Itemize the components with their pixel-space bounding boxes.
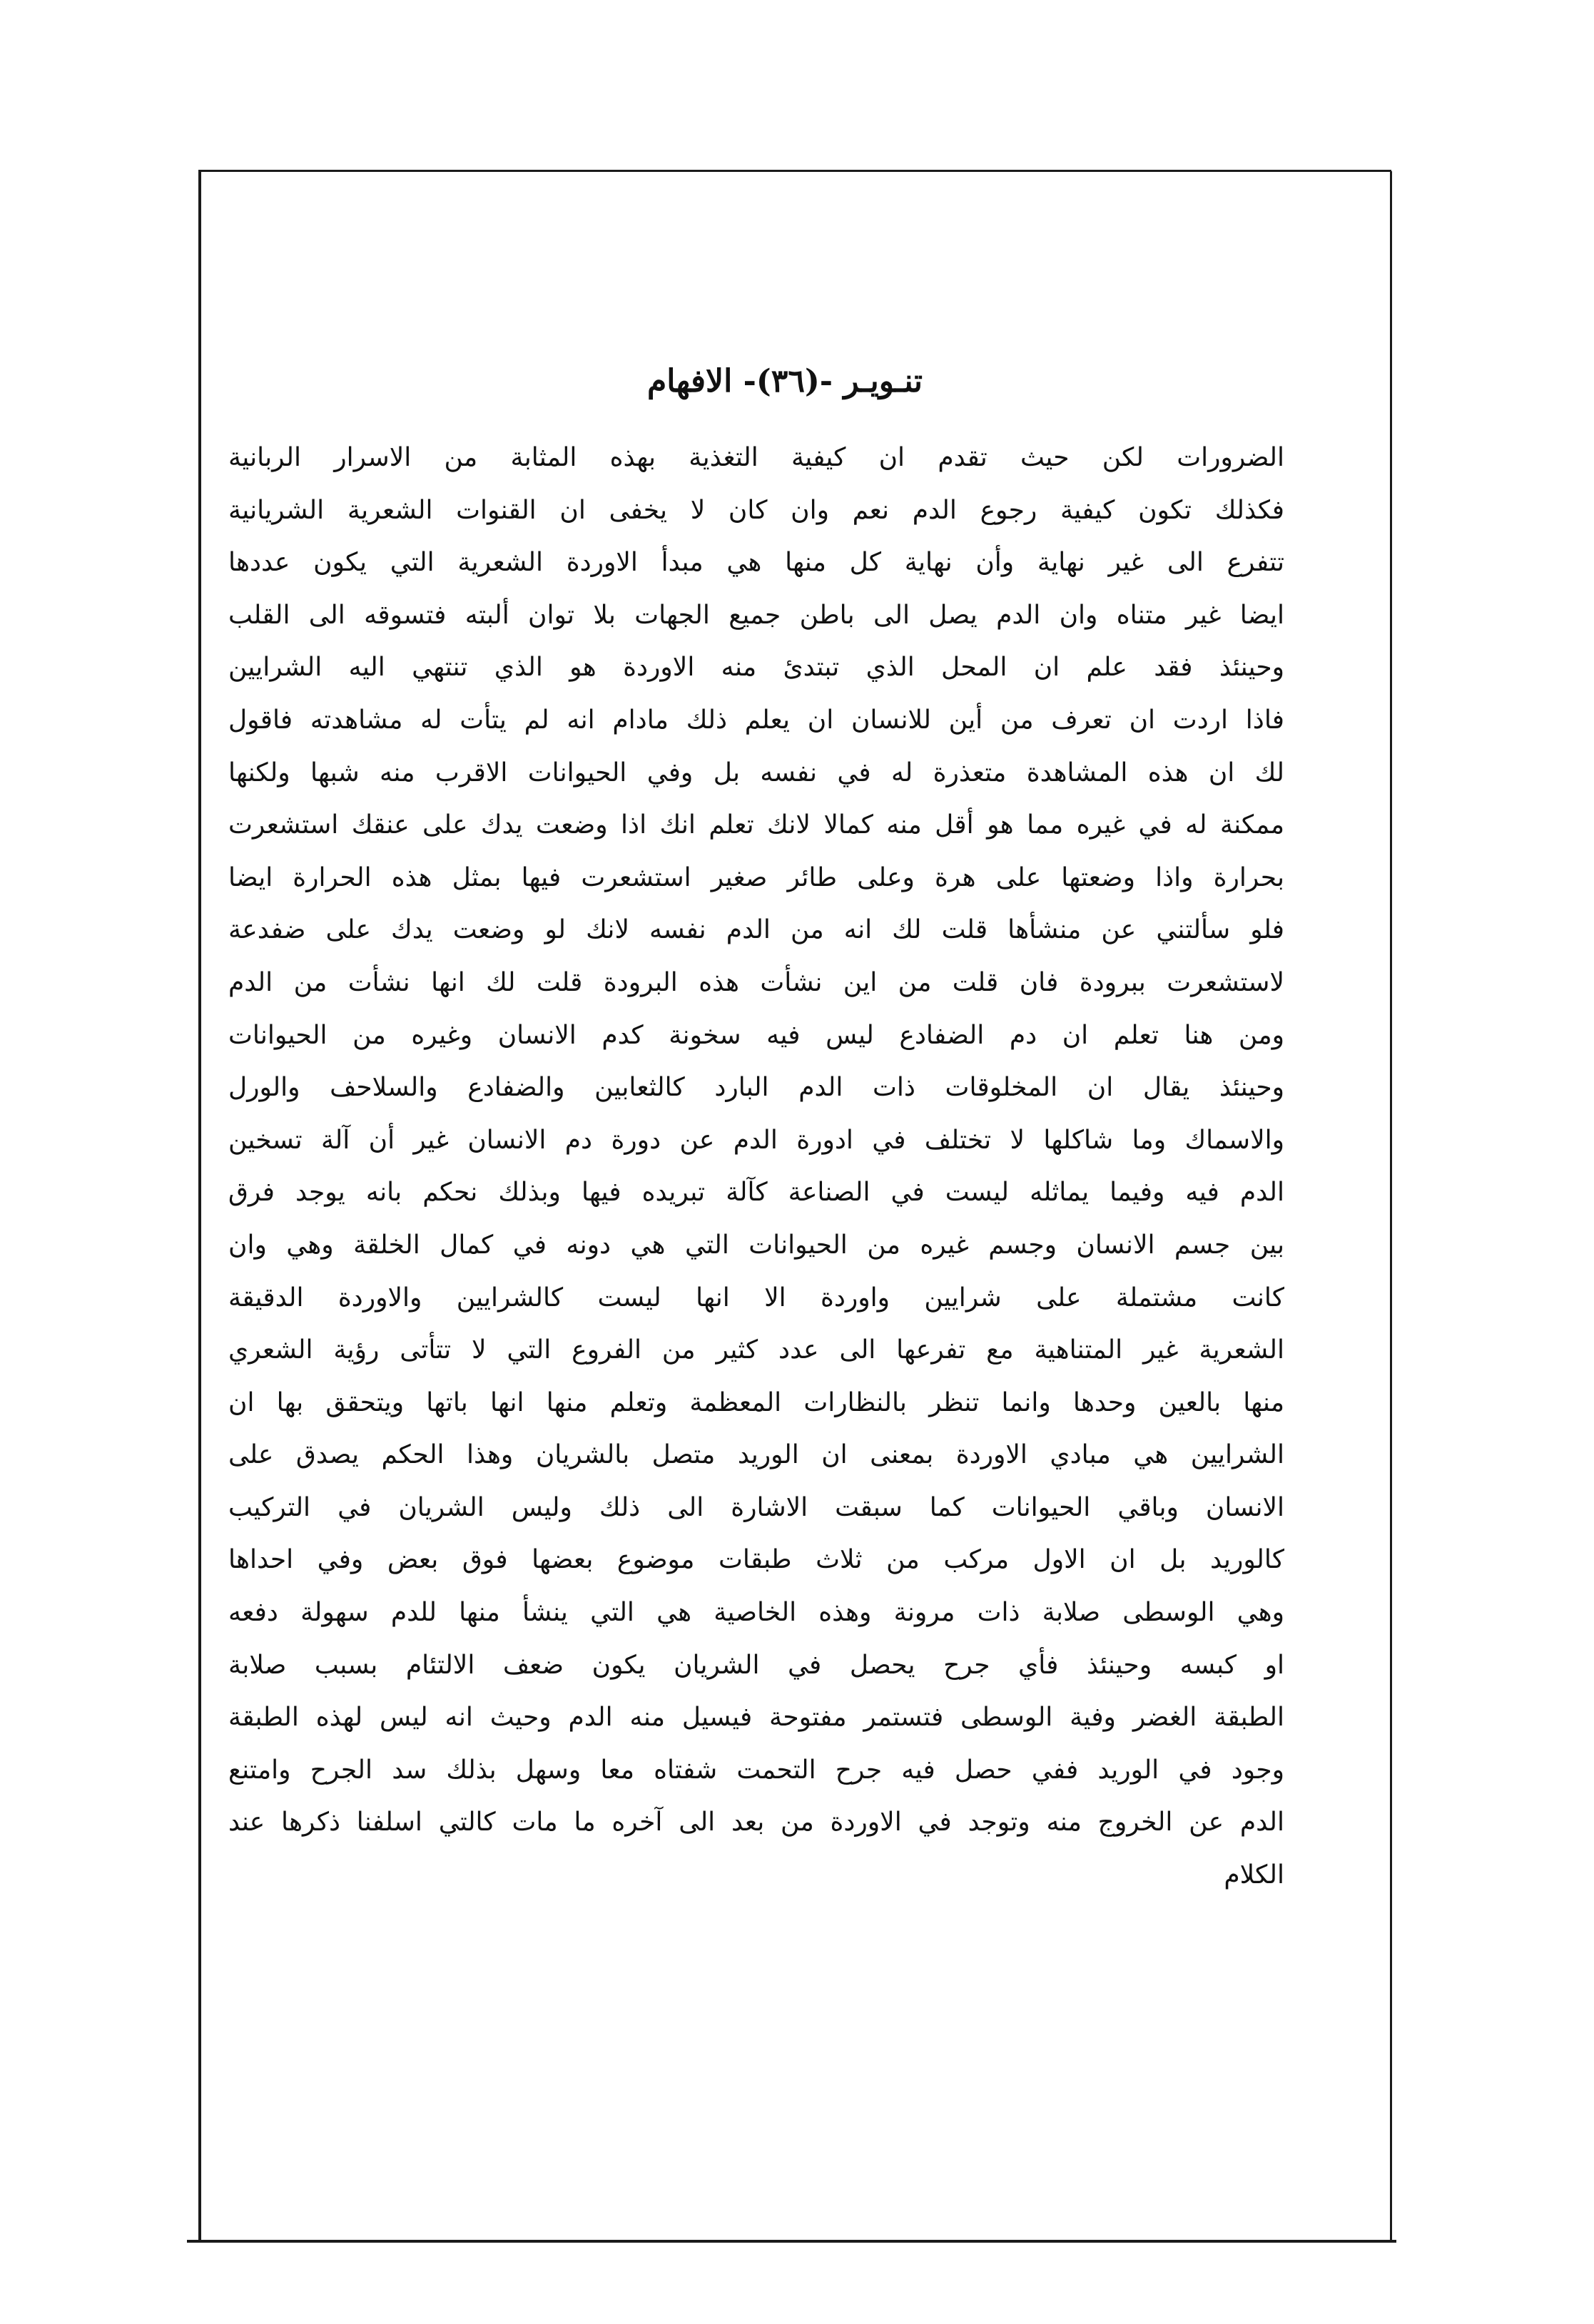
text-line: الطبقة الغضر وفية الوسطى فتستمر مفتوحة فيسيل منه الدم وحيث انه ليس لهذه الطبقة bbox=[228, 1703, 1284, 1733]
text-line: لك ان هذه المشاهدة متعذرة له في نفسه بل وفي الحيوانات الاقرب منه شبها ولكنها bbox=[228, 758, 1284, 788]
text-line: بحرارة واذا وضعتها على هرة وعلى طائر صغير استشعرت فيها بمثل هذه الحرارة ايضا bbox=[228, 862, 1284, 892]
text-line: منها بالعين وحدها وانما تنظر بالنظارات المعظمة وتعلم منها انها باتها ويتحقق بها ان bbox=[228, 1387, 1284, 1417]
text-line: او كبسه وحينئذ فأي جرح يحصل في الشريان يكون ضعف الالتئام بسبب صلابة bbox=[228, 1650, 1284, 1680]
text-line: فاذا اردت ان تعرف من أين للانسان ان يعلم ذلك مادام انه لم يتأت له مشاهدته فاقول bbox=[228, 705, 1284, 735]
page-frame-right bbox=[1390, 171, 1392, 2240]
text-line: لاستشعرت ببرودة فان قلت من اين نشأت هذه البرودة قلت لك انها نشأت من الدم bbox=[228, 967, 1284, 997]
text-line: بين جسم الانسان وجسم غيره من الحيوانات التي هي دونه في كمال الخلقة وهي وان bbox=[228, 1230, 1284, 1260]
text-line: الانسان وباقي الحيوانات كما سبقت الاشارة الى ذلك وليس الشريان في التركيب bbox=[228, 1492, 1284, 1522]
text-line: فلو سألتني عن منشأها قلت لك انه من الدم نفسه لانك لو وضعت يدك على ضفدعة bbox=[228, 915, 1284, 945]
page-frame-left bbox=[198, 170, 201, 2242]
text-line-last: الكلام bbox=[1224, 1860, 1284, 1890]
text-line: الدم فيه وفيما يماثله ليست في الصناعة كآلة تبريده فيها وبذلك نحكم بانه يوجد فرق bbox=[228, 1178, 1284, 1208]
text-line: والاسماك وما شاكلها لا تختلف في ادورة الدم عن دورة دم الانسان غير أن آلة تسخين bbox=[228, 1125, 1284, 1155]
text-line: الضرورات لكن حيث تقدم ان كيفية التغذية بهذه المثابة من الاسرار الربانية bbox=[228, 443, 1284, 472]
body-text bbox=[228, 432, 1284, 1902]
text-line: فكذلك تكون كيفية رجوع الدم نعم وان كان لا يخفى ان القنوات الشعرية الشريانية bbox=[228, 495, 1284, 525]
text-line: كالوريد بل ان الاول مركب من ثلاث طبقات موضوع بعضها فوق بعض وفي احداها bbox=[228, 1545, 1284, 1575]
page-frame-bottom bbox=[187, 2240, 1396, 2243]
text-line: ومن هنا تعلم ان دم الضفادع ليس فيه سخونة كدم الانسان وغيره من الحيوانات bbox=[228, 1020, 1284, 1050]
text-line: الشرايين هي مبادي الاوردة بمعنى ان الوريد متصل بالشريان وهذا الحكم يصدق على bbox=[228, 1440, 1284, 1470]
text-line: الدم عن الخروج منه وتوجد في الاوردة من بعد الى آخره ما مات كالتي اسلفنا ذكرها عند bbox=[228, 1808, 1284, 1838]
text-line: ايضا غير متناه وان الدم يصل الى باطن جميع الجهات بلا توان ألبته فتسوقه الى القلب bbox=[228, 600, 1284, 630]
text-line: كانت مشتملة على شرايين واوردة الا انها ليست كالشرايين والاوردة الدقيقة bbox=[228, 1283, 1284, 1313]
page-header: تنـويـر -(٣٦)- الافهام bbox=[647, 363, 923, 399]
text-line: وجود في الوريد ففي حصل فيه جرح التحمت شفتاه معا وسهل بذلك سد الجرح وامتنع bbox=[228, 1755, 1284, 1785]
text-line: وحينئذ فقد علم ان المحل الذي تبتدئ منه الاوردة هو الذي تنتهي اليه الشرايين bbox=[228, 653, 1284, 683]
text-line: وحينئذ يقال ان المخلوقات ذات الدم البارد كالثعابين والضفادع والسلاحف والورل bbox=[228, 1073, 1284, 1103]
page-frame-top bbox=[200, 170, 1391, 172]
text-line: ممكنة له في غيره مما هو أقل منه كمالا لانك تعلم انك اذا وضعت يدك على عنقك استشعرت bbox=[228, 810, 1284, 840]
text-line: وهي الوسطى صلابة ذات مرونة وهذه الخاصية هي التي ينشأ منها للدم سهولة دفعه bbox=[228, 1598, 1284, 1628]
text-line: تتفرع الى غير نهاية وأن نهاية كل منها هي مبدأ الاوردة الشعرية التي يكون عددها bbox=[228, 548, 1284, 578]
text-line: الشعرية غير المتناهية مع تفرعها الى عدد كثير من الفروع التي لا تتأتى رؤية الشعري bbox=[228, 1335, 1284, 1365]
